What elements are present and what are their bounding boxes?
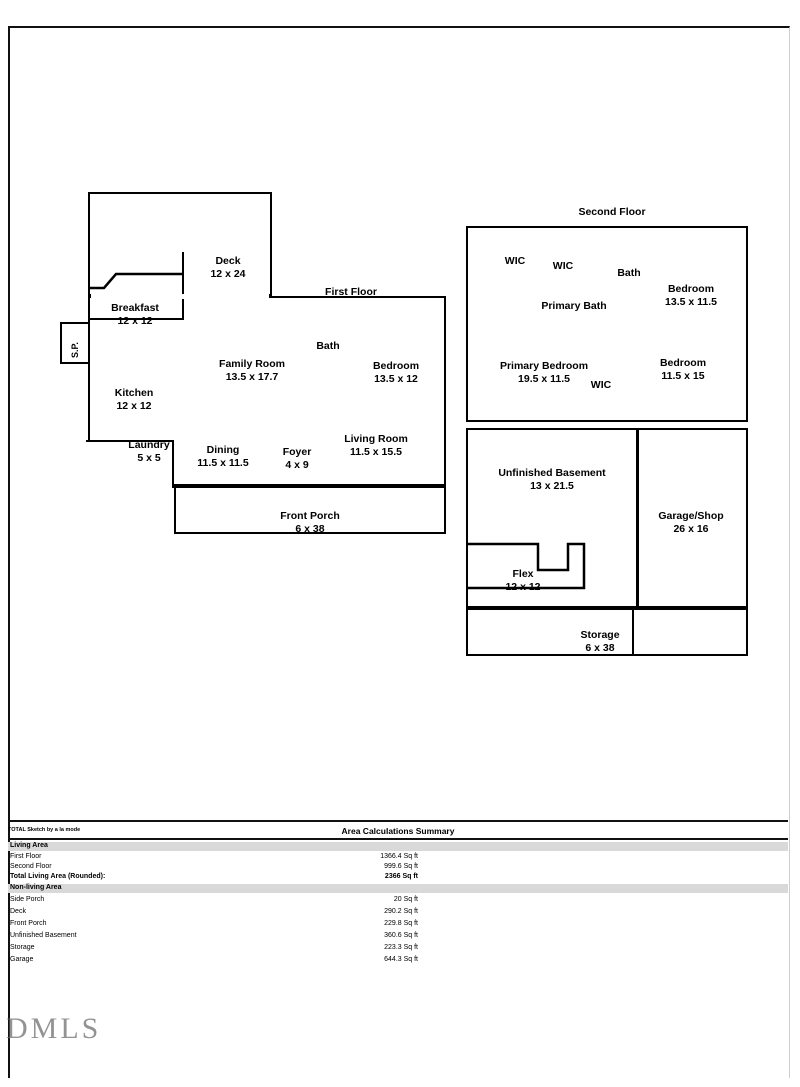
summary-row-garage: Garage 644.3 Sq ft (10, 956, 418, 963)
second-floor-title: Second Floor (578, 206, 646, 218)
room-label-dining: Dining 11.5 x 11.5 (197, 444, 249, 469)
room-label-laundry: Laundry 5 x 5 (128, 439, 170, 464)
room-label-primary-bedroom: Primary Bedroom 19.5 x 11.5 (499, 360, 589, 385)
room-label-wic-1: WIC (504, 255, 526, 268)
watermark: DMLS (6, 1012, 102, 1045)
summary-heading-living: Living Area (10, 842, 48, 849)
room-label-storage: Storage 6 x 38 (580, 629, 620, 654)
room-label-kitchen: Kitchen 12 x 12 (114, 387, 154, 412)
summary-row-side-porch: Side Porch 20 Sq ft (10, 896, 418, 903)
room-label-deck: Deck 12 x 24 (210, 255, 246, 280)
summary-row-second-floor: Second Floor 999.6 Sq ft (10, 863, 418, 870)
room-label-side-porch: S.P. (70, 342, 80, 358)
room-label-garage-shop: Garage/Shop 26 x 16 (658, 510, 724, 535)
summary-row-unfinished-basement: Unfinished Basement 360.6 Sq ft (10, 932, 418, 939)
summary-row-first-floor: First Floor 1366.4 Sq ft (10, 853, 418, 860)
room-label-family-room: Family Room 13.5 x 17.7 (219, 358, 285, 383)
summary-row-total-living: Total Living Area (Rounded): 2366 Sq ft (10, 873, 418, 880)
room-label-bedroom-second-b: Bedroom 11.5 x 15 (659, 357, 707, 382)
first-floor-title: First Floor (325, 286, 377, 298)
room-label-flex: Flex 12 x 12 (505, 568, 541, 593)
room-label-front-porch: Front Porch 6 x 38 (280, 510, 340, 535)
room-label-bedroom-first: Bedroom 13.5 x 12 (372, 360, 420, 385)
summary-title: Area Calculations Summary (341, 826, 455, 836)
room-label-living-room: Living Room 11.5 x 15.5 (344, 433, 408, 458)
room-label-breakfast: Breakfast 12 x 12 (111, 302, 159, 327)
summary-row-storage: Storage 223.3 Sq ft (10, 944, 418, 951)
summary-heading-non-living: Non-living Area (10, 884, 62, 891)
room-label-bath-first: Bath (316, 340, 340, 353)
room-label-bath-second: Bath (617, 267, 641, 280)
summary-row-front-porch: Front Porch 229.8 Sq ft (10, 920, 418, 927)
room-label-bedroom-second-a: Bedroom 13.5 x 11.5 (665, 283, 717, 308)
room-label-wic-2: WIC (552, 260, 574, 273)
room-label-unfinished-basement: Unfinished Basement 13 x 21.5 (498, 467, 606, 492)
room-label-primary-bath: Primary Bath (541, 300, 607, 313)
room-label-foyer: Foyer 4 x 9 (282, 446, 312, 471)
room-label-wic-3: WIC (590, 379, 612, 392)
sketch-credit: TOTAL Sketch by a la mode (8, 827, 81, 833)
summary-row-deck: Deck 290.2 Sq ft (10, 908, 418, 915)
